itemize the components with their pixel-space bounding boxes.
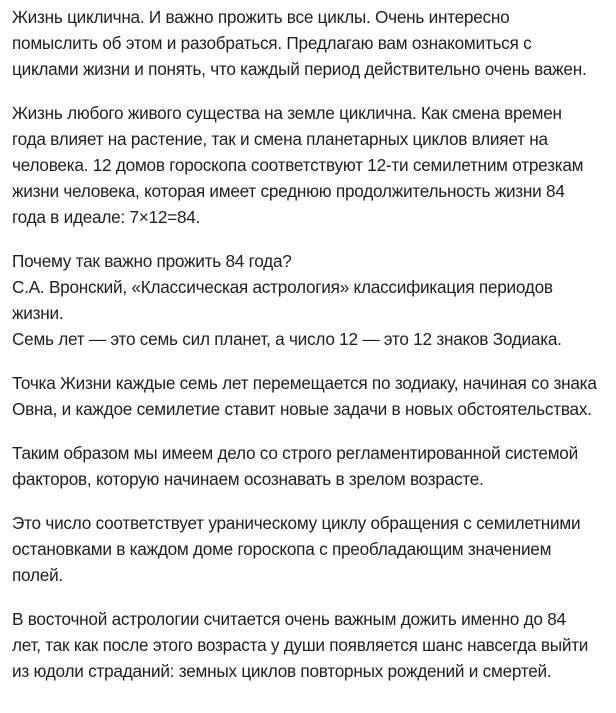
text-line: циклами жизни и понять, что каждый период действительно очень важен. — [12, 59, 587, 79]
paragraph-eastern-astrology — [12, 606, 612, 684]
text-line: В восточной астрологии считается очень важным дожить именно до 84 — [12, 609, 566, 629]
text-line: Жизнь любого живого существа на земле циклична. Как смена времен — [12, 103, 562, 123]
paragraph-uranian-cycle — [12, 510, 612, 588]
text-line: Точка Жизни каждые семь лет перемещается по зодиаку, начиная со знака — [12, 373, 597, 393]
text-line: Овна, и каждое семилетие ставит новые задачи в новых обстоятельствах. — [12, 399, 592, 419]
text-line: полей. — [12, 565, 63, 585]
text-line: факторов, которую начинаем осознавать в зрелом возрасте. — [12, 469, 484, 489]
text-line: Таким образом мы имеем дело со строго регламентированной системой — [12, 443, 578, 463]
text-line: помыслить об этом и разобраться. Предлагаю вам ознакомиться с — [12, 33, 532, 53]
text-line: Почему так важно прожить 84 года? — [12, 251, 292, 271]
text-line: Жизнь циклична. И важно прожить все циклы. Очень интересно — [12, 7, 510, 27]
text-line: человека. 12 домов гороскопа соответствуют 12-ти семилетним отрезкам — [12, 155, 584, 175]
paragraph-why-84 — [12, 248, 612, 352]
text-line: Это число соответствует ураническому циклу обращения с семилетними — [12, 513, 581, 533]
paragraph-intro — [12, 4, 612, 82]
text-line: жизни человека, которая имеет среднюю продолжительность жизни 84 — [12, 181, 565, 201]
paragraph-factors — [12, 440, 612, 492]
paragraph-life-cycles — [12, 100, 612, 230]
text-line: жизни. — [12, 303, 64, 323]
text-line: года влияет на растение, так и смена планетарных циклов влияет на — [12, 129, 548, 149]
text-line: из юдоли страданий: земных циклов повторных рождений и смертей. — [12, 661, 552, 681]
paragraph-life-point — [12, 370, 612, 422]
text-line: Семь лет — это семь сил планет, а число 12 — это 12 знаков Зодиака. — [12, 329, 562, 349]
text-line: С.А. Вронский, «Классическая астрология» классификация периодов — [12, 277, 553, 297]
text-line: остановками в каждом доме гороскопа с преобладающим значением — [12, 539, 552, 559]
text-line: лет, так как после этого возраста у души появляется шанс навсегда выйти — [12, 635, 589, 655]
text-line: года в идеале: 7×12=84. — [12, 207, 201, 227]
